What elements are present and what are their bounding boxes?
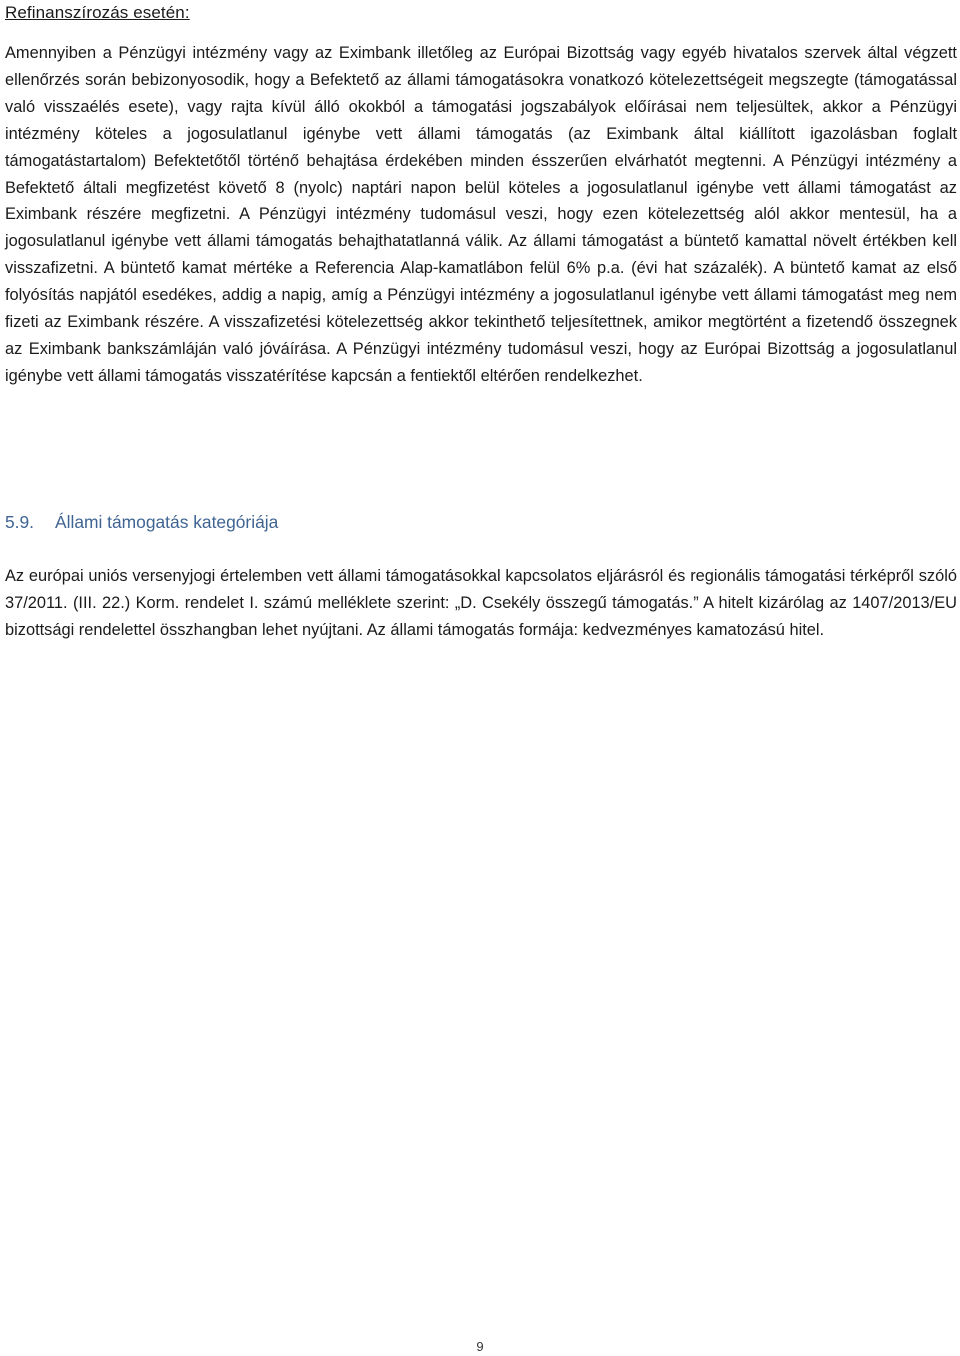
page-number: 9 <box>476 1339 484 1354</box>
state-aid-category-paragraph: Az európai uniós versenyjogi értelemben vett állami támogatásokkal kapcsolatos eljárásról és regionális támogatási térképről szóló 37/2011. (III. 22.) Korm. rendelet I. számú melléklete szerint: „D. Csekély összegű támogatás.” A hitelt kizárólag az 1407/2013/EU bizottsági rendelettel összhangban lehet nyújtani. Az állami támogatás formája: kedvezményes kamatozású hitel. <box>5 567 957 639</box>
section-number: 5.9. <box>5 512 35 532</box>
refinancing-heading: Refinanszírozás esetén: <box>5 3 190 22</box>
refinancing-paragraph: Amennyiben a Pénzügyi intézmény vagy az Eximbank illetőleg az Európai Bizottság vagy egyéb hivatalos szervek által végzett ellenőrzés során bebizonyosodik, hogy a Befektető az állami támogatásokra vonatkozó kötelezettségeit megszegte (támogatással való visszaélés esete), vagy rajta kívül álló okokból a támogatási jogszabályok előírásai nem teljesültek, akkor a Pénzügyi intézmény köteles a jogosulatlanul igénybe vett állami támogatás (az Eximbank által kiállított igazolásban foglalt támogatástartalom) Befektetőtől történő behajtása érdekében minden ésszerűen elvárhatót megtenni. A Pénzügyi intézmény a Befektető általi megfizetést követő 8 (nyolc) naptári napon belül köteles a jogosulatlanul igénybe vett állami támogatást az Eximbank részére megfizetni. A Pénzügyi intézmény tudomásul veszi, hogy ezen kötelezettség alól akkor mentesül, ha a jogosulatlanul igénybe vett állami támogatás behajthatatlanná válik. Az állami támogatást a büntető kamattal növelt értékben kell visszafizetni. A büntető kamat mértéke a Referencia Alap-kamatlábon felül 6% p.a. (évi hat százalék). A büntető kamat az első folyósítás napjától esedékes, addig a napig, amíg a Pénzügyi intézmény a jogosulatlanul igénybe vett állami támogatást meg nem fizeti az Eximbank részére. A visszafizetési kötelezettség akkor tekinthető teljesítettnek, amikor megtörtént a fizetendő összegnek az Eximbank bankszámláján való jóváírása. A Pénzügyi intézmény tudomásul veszi, hogy az Európai Bizottság a jogosulatlanul igénybe vett állami támogatás visszatérítése kapcsán a fentiektől eltérően rendelkezhet. <box>5 44 957 385</box>
section-title: Állami támogatás kategóriája <box>55 512 279 532</box>
section-heading <box>5 509 278 535</box>
